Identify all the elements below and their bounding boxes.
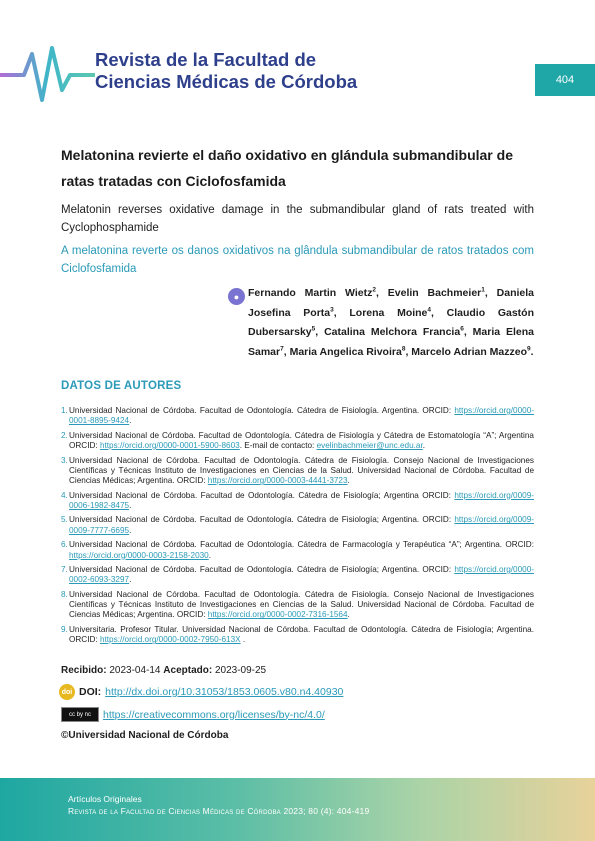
- author-name: Daniela Josefina Porta: [248, 287, 535, 319]
- accepted-label: Aceptado:: [163, 665, 213, 676]
- affiliation-text: [69, 431, 534, 452]
- affiliation-text: [69, 456, 534, 487]
- author-affiliation-marker: 4: [427, 306, 432, 313]
- author-name: Maria Elena Samar: [248, 326, 534, 358]
- affiliation-description: Universidad Nacional de Córdoba. Facultad de Odontología. Cátedra de Fisiología. Argentina. ORCID:: [69, 406, 455, 415]
- affiliation-description: Universidad Nacional de Córdoba. Facultad de Odontología. Cátedra de Fisiología; Argentina ORCID:: [69, 490, 455, 500]
- affiliation-end-punctuation: .: [240, 635, 246, 645]
- affiliation-text: [69, 540, 534, 561]
- orcid-link[interactable]: https://orcid.org/0000-0002-7950-613X: [99, 635, 241, 645]
- affiliation-number: 4.: [61, 490, 68, 500]
- affiliation-description: Universidad Nacional de Córdoba. Facultad de Odontología. Cátedra de Fisiología. Consejo Nacional de Investigaciones Científicas y Técnicas Instituto de Investigaciones en Ciencias de la Salud. Universidad Nacional de Córdoba. Facultad de Ciencias Médicas; Argentina. ORCID:: [69, 589, 534, 620]
- journal-name: [95, 49, 357, 93]
- affiliation-text: [69, 515, 534, 536]
- author-name: Fernando Martin Wietz: [248, 287, 373, 299]
- affiliation-description: Universidad Nacional de Córdoba. Facultad de Odontología. Cátedra de Farmacología y Terapéutica “A”; Argentina. ORCID:: [69, 540, 534, 550]
- accepted-date: 2023-09-25: [214, 665, 267, 676]
- affiliation-number: 8.: [61, 589, 68, 599]
- affiliation-description: Universidad Nacional de Córdoba. Facultad de Odontología. Cátedra de Fisiología y Cátedra de Estomatología “A”; Argentina ORCID:: [69, 430, 534, 451]
- author-affiliation-marker: 8: [401, 345, 406, 352]
- doi-link[interactable]: http://dx.doi.org/10.31053/1853.0605.v80.n4.40930: [105, 686, 344, 698]
- doi-label: DOI:: [79, 686, 102, 698]
- affiliation-text: [69, 625, 534, 646]
- author-affiliation-marker: 3: [330, 306, 334, 313]
- orcid-link[interactable]: https://orcid.org/0000-0001-5900-8603: [99, 441, 240, 451]
- affiliation-end-punctuation: .: [347, 476, 350, 486]
- affiliation-end-punctuation: .: [347, 610, 350, 620]
- doi-row: [59, 684, 343, 700]
- affiliation-item: [61, 515, 534, 536]
- author-affiliation-marker: 9: [527, 345, 531, 352]
- authors-text: Fernando Martin Wietz$^2$, Evelin Bachmeier$^1$, Daniela Josefina Porta$^3$, Lorena Moine$^4$, Claudio Gastón Dubersarsky$^5$, Catalina Melchora Francia$^6$, Maria Elena Samar$^7$, Maria Angelica Rivoira$^8$, Marcelo Adrian Mazzeo$^9$.: [248, 286, 535, 358]
- affiliation-item: [61, 590, 534, 621]
- affiliation-item: [61, 431, 534, 452]
- footer-citation: Revista de la Facultad de Ciencias Médicas de Córdoba 2023; 80 (4): 404-419: [68, 806, 370, 816]
- journal-logo: [0, 44, 400, 106]
- article-title-english: Melatonin reverses oxidative damage in the submandibular gland of rats treated with Cyclophosphamide: [61, 204, 534, 234]
- author-affiliation-marker: 1: [481, 286, 485, 294]
- orcid-link[interactable]: https://orcid.org/0009-0006-1982-8475: [69, 490, 534, 510]
- affiliation-text: [69, 590, 534, 621]
- orcid-link[interactable]: https://orcid.org/0000-0003-2158-2030: [69, 550, 209, 560]
- affiliation-number: 3.: [61, 455, 68, 465]
- affiliations-list: [61, 406, 534, 650]
- author-affiliation-marker: 2: [372, 286, 376, 294]
- affiliation-item: [61, 565, 534, 586]
- author-name: Marcelo Adrian Mazzeo: [411, 345, 528, 358]
- received-date: 2023-04-14: [109, 665, 161, 676]
- page-footer: [0, 778, 595, 841]
- license-link[interactable]: https://creativecommons.org/licenses/by-nc/4.0/: [103, 708, 325, 721]
- author-affiliation-marker: 5: [311, 325, 316, 333]
- author-affiliation-marker: 7: [280, 345, 284, 352]
- author-affiliation-marker: 6: [460, 325, 464, 333]
- article-dates: [61, 665, 266, 676]
- affiliation-end-punctuation: .: [129, 416, 132, 426]
- author-group-icon[interactable]: ●: [228, 288, 245, 305]
- affiliation-number: 7.: [61, 564, 68, 574]
- affiliations-heading: DATOS DE AUTORES: [61, 380, 182, 392]
- affiliation-item: [61, 491, 534, 512]
- journal-name-line2: Ciencias Médicas de Córdoba: [95, 71, 358, 92]
- article-title-portuguese: A melatonina reverte os danos oxidativos na glândula submandibular de ratos tratados com Ciclofosfamida: [61, 245, 534, 275]
- orcid-link[interactable]: https://orcid.org/0000-0001-8895-9424: [69, 406, 534, 426]
- received-label: Recibido:: [61, 665, 107, 676]
- affiliation-text: [69, 565, 534, 586]
- doi-icon: doi: [59, 684, 75, 700]
- author-list: [228, 284, 534, 362]
- author-name: Claudio Gastón Dubersarsky: [248, 306, 534, 338]
- orcid-link[interactable]: https://orcid.org/0000-0003-4441-3723: [207, 476, 348, 486]
- affiliation-end-punctuation: .: [208, 550, 212, 560]
- affiliation-number: 5.: [61, 515, 68, 525]
- author-name: Catalina Melchora Francia: [324, 326, 461, 338]
- affiliation-item: [61, 406, 534, 427]
- footer-section: Artículos Originales: [68, 794, 142, 804]
- license-row: [61, 707, 325, 722]
- affiliation-number: 2.: [61, 430, 68, 440]
- affiliation-end-punctuation: .: [129, 500, 132, 510]
- affiliation-description: Universitaria. Profesor Titular. Universidad Nacional de Córdoba. Facultad de Odontología. Cátedra de Fisiología; Argentina. ORCID:: [69, 624, 534, 645]
- affiliation-text: [69, 491, 534, 512]
- creative-commons-icon: cc by nc: [61, 707, 99, 722]
- orcid-link[interactable]: https://orcid.org/0009-0009-7777-6695: [69, 515, 534, 535]
- author-name: Evelin Bachmeier: [387, 287, 482, 299]
- copyright: ©Universidad Nacional de Córdoba: [61, 730, 229, 741]
- affiliation-text: [69, 406, 534, 427]
- affiliation-end-punctuation: .: [129, 575, 132, 585]
- affiliation-description: Universidad Nacional de Córdoba. Facultad de Odontología. Cátedra de Fisiología. Consejo Nacional de Investigaciones Científicas y Técnicas Instituto de Investigaciones en Ciencias de la Salud. Universidad Nacional de Córdoba. Facultad de Ciencias Médicas; Argentina. ORCID:: [69, 455, 534, 486]
- affiliation-item: [61, 540, 534, 561]
- author-name: Maria Angelica Rivoira: [289, 345, 402, 358]
- affiliation-number: 9.: [61, 624, 68, 634]
- heartbeat-logo-icon: [0, 44, 95, 106]
- orcid-link[interactable]: https://orcid.org/0000-0002-7316-1564: [207, 610, 348, 620]
- affiliation-item: [61, 456, 534, 487]
- affiliation-description: Universidad Nacional de Córdoba. Facultad de Odontología. Cátedra de Fisiología; Argentina. ORCID:: [69, 564, 455, 574]
- author-name: Lorena Moine: [349, 306, 428, 319]
- journal-name-line1: Revista de la Facultad de: [95, 49, 317, 70]
- orcid-link[interactable]: https://orcid.org/0000-0002-6093-3297: [69, 564, 534, 585]
- affiliation-item: [61, 625, 534, 646]
- affiliation-end-punctuation: .: [129, 525, 132, 535]
- affiliation-description: Universidad Nacional de Córdoba. Facultad de Odontología. Cátedra de Fisiología; Argentina. ORCID:: [69, 515, 455, 525]
- affiliation-end-punctuation: .: [422, 441, 426, 451]
- contact-email-link[interactable]: evelinbachmeier@unc.edu.ar: [316, 441, 423, 451]
- article-title: Melatonina revierte el daño oxidativo en glándula submandibular de ratas tratadas con Ciclofosfamida: [61, 147, 513, 189]
- page-number: 404: [535, 64, 595, 96]
- affiliation-number: 6.: [61, 540, 68, 550]
- contact-label: . E-mail de contacto:: [239, 441, 317, 451]
- affiliation-number: 1.: [61, 406, 68, 415]
